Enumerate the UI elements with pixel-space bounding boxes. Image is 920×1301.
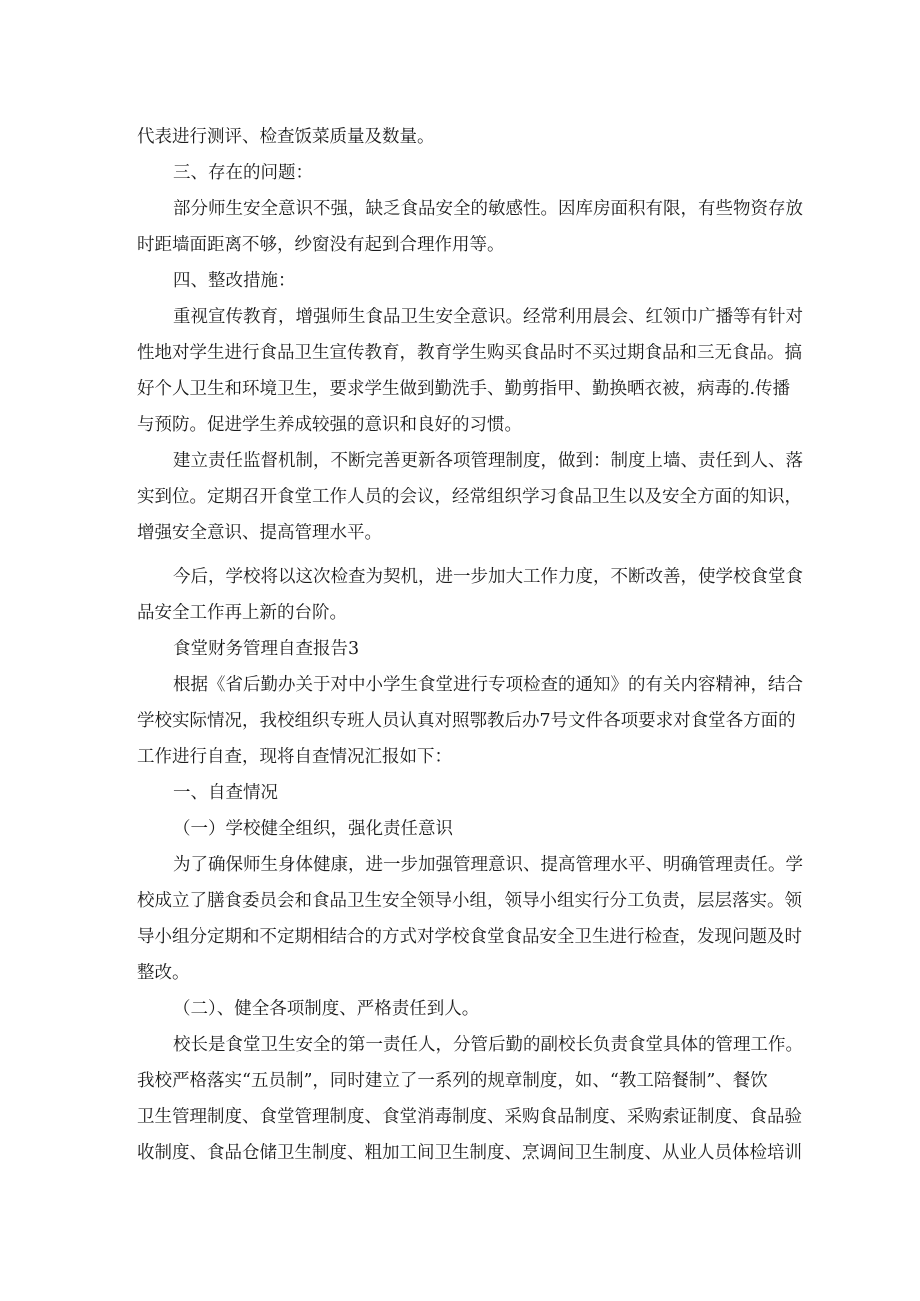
text-line: 代表进行测评、检查饭菜质量及数量。 <box>137 127 435 147</box>
text-line: 好个人卫生和环境卫生，要求学生做到勤洗手、勤剪指甲、勤换晒衣被，病毒的.传播 <box>137 379 791 399</box>
text-line: 根据《省后勤办关于对中小学生食堂进行专项检查的通知》的有关内容精神，结合 <box>173 675 803 695</box>
text-line: 校长是食堂卫生安全的第一责任人，分管后勤的副校长负责食堂具体的管理工作。 <box>173 1035 803 1055</box>
text-line: 整改。 <box>137 963 190 983</box>
section-heading: 四、整改措施： <box>173 271 296 291</box>
text-line: 重视宣传教育，增强师生食品卫生安全意识。经常利用晨会、红领巾广播等有针对 <box>173 307 803 327</box>
section-heading: 一、自查情况 <box>173 783 278 803</box>
text-line: 部分师生安全意识不强，缺乏食品安全的敏感性。因库房面积有限，有些物资存放 <box>173 199 803 219</box>
text-line: 为了确保师生身体健康，进一步加强管理意识、提高管理水平、明确管理责任。学 <box>173 855 803 875</box>
text-line: 收制度、食品仓储卫生制度、粗加工间卫生制度、烹调间卫生制度、从业人员体检培训 <box>137 1143 802 1163</box>
text-line: 今后，学校将以这次检查为契机，进一步加大工作力度，不断改善，使学校食堂食 <box>173 567 803 587</box>
subsection-heading: （二）、健全各项制度、严格责任到人。 <box>173 999 480 1019</box>
text-line: 与预防。促进学生养成较强的意识和良好的习惯。 <box>137 415 522 435</box>
text-line: 工作进行自查，现将自查情况汇报如下： <box>137 747 452 767</box>
text-line: 性地对学生进行食品卫生宣传教育，教育学生购买食品时不买过期食品和三无食品。搞 <box>137 343 802 363</box>
text-line: 卫生管理制度、食堂管理制度、食堂消毒制度、采购食品制度、采购索证制度、食品验 <box>137 1107 802 1127</box>
text-line: 我校严格落实“五员制”，同时建立了一系列的规章制度，如、“教工陪餐制”、餐饮 <box>137 1071 768 1091</box>
text-line: 建立责任监督机制，不断完善更新各项管理制度，做到：制度上墙、责任到人、落 <box>173 451 803 471</box>
text-line: 增强安全意识、提高管理水平。 <box>137 523 382 543</box>
text-line: 学校实际情况，我校组织专班人员认真对照鄂教后办7号文件各项要求对食堂各方面的 <box>137 711 796 731</box>
text-line: 校成立了膳食委员会和食品卫生安全领导小组，领导小组实行分工负责，层层落实。领 <box>137 891 802 911</box>
text-line: 品安全工作再上新的台阶。 <box>137 603 347 623</box>
subsection-heading: （一）学校健全组织，强化责任意识 <box>173 819 453 839</box>
section-heading: 三、存在的问题： <box>173 163 313 183</box>
text-line: 实到位。定期召开食堂工作人员的会议，经常组织学习食品卫生以及安全方面的知识， <box>137 487 802 507</box>
text-line: 导小组分定期和不定期相结合的方式对学校食堂食品安全卫生进行检查，发现问题及时 <box>137 927 802 947</box>
report-title: 食堂财务管理自查报告3 <box>173 639 360 659</box>
text-line: 时距墙面距离不够，纱窗没有起到合理作用等。 <box>137 235 505 255</box>
